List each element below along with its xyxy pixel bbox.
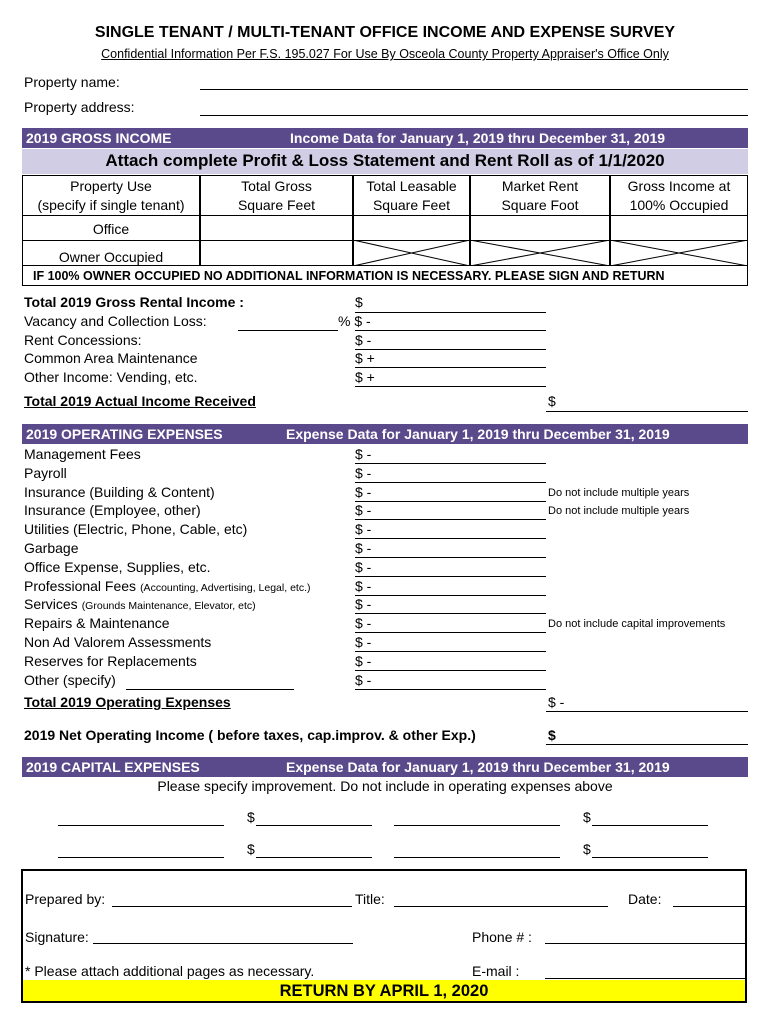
- capital-item-4[interactable]: [394, 857, 560, 858]
- expense-sign: $ -: [355, 653, 372, 669]
- expense-label: [24, 672, 116, 688]
- expense-amount-field[interactable]: [355, 595, 546, 596]
- expense-amount-field[interactable]: [355, 557, 546, 558]
- attach-pages-note: * Please attach additional pages as necessary.: [25, 963, 315, 979]
- expense-label-text: Office Expense, Supplies, etc.: [24, 559, 211, 575]
- expense-label: [24, 502, 201, 518]
- property-address-field[interactable]: [200, 115, 748, 116]
- expense-sign: $ -: [355, 502, 372, 518]
- cam-label: Common Area Maintenance: [24, 350, 198, 366]
- expense-label: [24, 615, 170, 631]
- vacancy-sign: % $ -: [338, 313, 371, 329]
- expense-label: [24, 521, 247, 537]
- expense-label-text: Repairs & Maintenance: [24, 615, 170, 631]
- email-field[interactable]: [545, 978, 745, 979]
- expense-label: [24, 446, 141, 462]
- expense-label: [24, 559, 211, 575]
- capital-sign-4: $: [583, 841, 591, 857]
- expense-sign: $ -: [355, 446, 372, 462]
- email-label: E-mail :: [472, 963, 520, 979]
- expense-label-text: Professional Fees: [24, 578, 137, 594]
- row-owner-occupied: Owner Occupied: [22, 240, 200, 266]
- expense-sign: $ -: [355, 465, 372, 481]
- operating-bar: [22, 424, 748, 444]
- expense-sign: $ -: [355, 596, 372, 612]
- operating-period: Expense Data for January 1, 2019 thru December 31, 2019: [286, 426, 670, 442]
- office-market-rent[interactable]: [470, 215, 610, 241]
- expense-note: Do not include multiple years: [548, 487, 690, 499]
- total-operating-field[interactable]: [546, 711, 748, 712]
- owner-gross-sf[interactable]: [200, 240, 353, 266]
- expense-label-text: Insurance (Employee, other): [24, 502, 201, 518]
- total-rental-sign: $: [355, 294, 363, 310]
- expense-note: Do not include capital improvements: [548, 618, 726, 630]
- expense-label: [24, 578, 311, 594]
- col-gross-income: Gross Income at 100% Occupied: [610, 175, 748, 216]
- actual-income-sign: $: [548, 393, 556, 409]
- other-income-field[interactable]: [355, 386, 546, 387]
- confidential-subtitle: Confidential Information Per F.S. 195.027 For Use By Osceola County Property Appraiser's Office Only: [101, 47, 669, 61]
- expense-label: [24, 653, 197, 669]
- return-deadline: RETURN BY APRIL 1, 2020: [23, 980, 745, 1001]
- expense-label-text: Utilities (Electric, Phone, Cable, etc): [24, 521, 248, 537]
- col-total-gross: Total Gross Square Feet: [200, 175, 353, 216]
- vacancy-percent-field[interactable]: [238, 330, 338, 331]
- expense-label-text: Services: [24, 596, 78, 612]
- prepared-by-field[interactable]: [112, 906, 352, 907]
- expense-label-detail: (Accounting, Advertising, Legal, etc.): [140, 582, 311, 594]
- expense-sign: $ -: [355, 672, 372, 688]
- gross-income-bar: [22, 128, 748, 148]
- col-property-use: Property Use (specify if single tenant): [22, 175, 200, 216]
- expense-amount-field[interactable]: [355, 670, 546, 671]
- expense-sign: $ -: [355, 634, 372, 650]
- capital-item-1[interactable]: [58, 825, 224, 826]
- actual-income-field[interactable]: [546, 411, 748, 412]
- expense-amount-field[interactable]: [355, 482, 546, 483]
- col-market-rent: Market Rent Square Foot: [470, 175, 610, 216]
- expense-amount-field[interactable]: [355, 501, 546, 502]
- property-address-label: Property address:: [24, 99, 135, 115]
- owner-occupied-notice: IF 100% OWNER OCCUPIED NO ADDITIONAL INFORMATION IS NECESSARY. PLEASE SIGN AND RETURN: [22, 265, 748, 286]
- form-title: SINGLE TENANT / MULTI-TENANT OFFICE INCOME AND EXPENSE SURVEY: [94, 24, 676, 41]
- capital-amount-4[interactable]: [592, 857, 708, 858]
- expense-sign: $ -: [355, 559, 372, 575]
- capital-bar: [22, 757, 748, 777]
- noi-field[interactable]: [546, 744, 748, 745]
- expense-label: [24, 484, 215, 500]
- total-rental-label: Total 2019 Gross Rental Income :: [24, 294, 244, 310]
- capital-amount-3[interactable]: [256, 857, 372, 858]
- capital-item-3[interactable]: [58, 857, 224, 858]
- date-field[interactable]: [673, 906, 745, 907]
- total-operating-label: Total 2019 Operating Expenses: [24, 694, 231, 710]
- expense-label: [24, 634, 211, 650]
- capital-sign-3: $: [247, 841, 255, 857]
- noi-sign: $: [548, 727, 556, 743]
- expense-sign: $ -: [355, 578, 372, 594]
- expense-sign: $ -: [355, 521, 372, 537]
- expense-amount-field[interactable]: [355, 576, 546, 577]
- office-gross-income[interactable]: [610, 215, 748, 241]
- row-office: Office: [22, 215, 200, 241]
- property-name-field[interactable]: [200, 89, 748, 90]
- capital-item-2[interactable]: [394, 825, 560, 826]
- phone-label: Phone # :: [472, 929, 532, 945]
- expense-label-text: Management Fees: [24, 446, 141, 462]
- col-total-leasable: Total Leasable Square Feet: [353, 175, 470, 216]
- title-label: Title:: [355, 891, 385, 907]
- expense-amount-field[interactable]: [355, 651, 546, 652]
- office-leasable-sf[interactable]: [353, 215, 470, 241]
- expense-amount-field[interactable]: [355, 538, 546, 539]
- expense-amount-field[interactable]: [355, 613, 546, 614]
- expense-sign: $ -: [355, 615, 372, 631]
- gross-income-title: 2019 GROSS INCOME: [26, 130, 172, 146]
- signature-field[interactable]: [93, 943, 353, 944]
- cam-field[interactable]: [355, 367, 546, 368]
- noi-label: 2019 Net Operating Income ( before taxes, cap.improv. & other Exp.): [24, 727, 476, 743]
- expense-note: Do not include multiple years: [548, 505, 690, 517]
- capital-title: 2019 CAPITAL EXPENSES: [26, 759, 200, 775]
- expense-label-text: Payroll: [24, 465, 67, 481]
- total-operating-sign: $ -: [548, 694, 565, 710]
- property-name-label: Property name:: [24, 74, 120, 90]
- capital-sign-1: $: [247, 809, 255, 825]
- expense-label-text: Non Ad Valorem Assessments: [24, 634, 212, 650]
- vacancy-amount-field[interactable]: [355, 330, 546, 331]
- capital-amount-2[interactable]: [592, 825, 708, 826]
- expense-amount-field[interactable]: [355, 632, 546, 633]
- capital-sign-2: $: [583, 809, 591, 825]
- capital-amount-1[interactable]: [256, 825, 372, 826]
- expense-label: [24, 596, 256, 612]
- concessions-label: Rent Concessions:: [24, 332, 142, 348]
- phone-field[interactable]: [545, 943, 745, 944]
- capital-instruction: Please specify improvement. Do not include in operating expenses above: [157, 778, 613, 794]
- concessions-field[interactable]: [355, 349, 546, 350]
- expense-label-text: Garbage: [24, 540, 79, 556]
- expense-amount-field[interactable]: [355, 519, 546, 520]
- other-income-sign: $ +: [355, 369, 375, 385]
- expense-label: [24, 540, 78, 556]
- concessions-sign: $ -: [355, 332, 372, 348]
- expense-label-text: Reserves for Replacements: [24, 653, 197, 669]
- prepared-by-label: Prepared by:: [25, 891, 106, 907]
- crossed-out-cells: [353, 240, 748, 266]
- attach-notice: Attach complete Profit & Loss Statement and Rent Roll as of 1/1/2020: [22, 149, 748, 174]
- office-gross-sf[interactable]: [200, 215, 353, 241]
- vacancy-label: Vacancy and Collection Loss:: [24, 313, 207, 329]
- operating-title: 2019 OPERATING EXPENSES: [26, 426, 223, 442]
- expense-label: [24, 465, 67, 481]
- expense-amount-field[interactable]: [355, 689, 546, 690]
- cam-sign: $ +: [355, 350, 375, 366]
- expense-label-text: Other (specify): [24, 672, 116, 688]
- capital-period: Expense Data for January 1, 2019 thru December 31, 2019: [286, 759, 670, 775]
- other-specify-field[interactable]: [126, 689, 294, 690]
- expense-amount-field[interactable]: [355, 463, 546, 464]
- actual-income-label: Total 2019 Actual Income Received: [24, 393, 256, 409]
- signature-label: Signature:: [25, 929, 89, 945]
- other-income-label: Other Income: Vending, etc.: [24, 369, 198, 385]
- total-rental-field[interactable]: [355, 312, 546, 313]
- title-field[interactable]: [394, 906, 608, 907]
- expense-sign: $ -: [355, 484, 372, 500]
- expense-sign: $ -: [355, 540, 372, 556]
- expense-label-text: Insurance (Building & Content): [24, 484, 215, 500]
- date-label: Date:: [628, 891, 662, 907]
- gross-income-period: Income Data for January 1, 2019 thru December 31, 2019: [290, 130, 666, 146]
- expense-label-detail: (Grounds Maintenance, Elevator, etc): [81, 600, 256, 612]
